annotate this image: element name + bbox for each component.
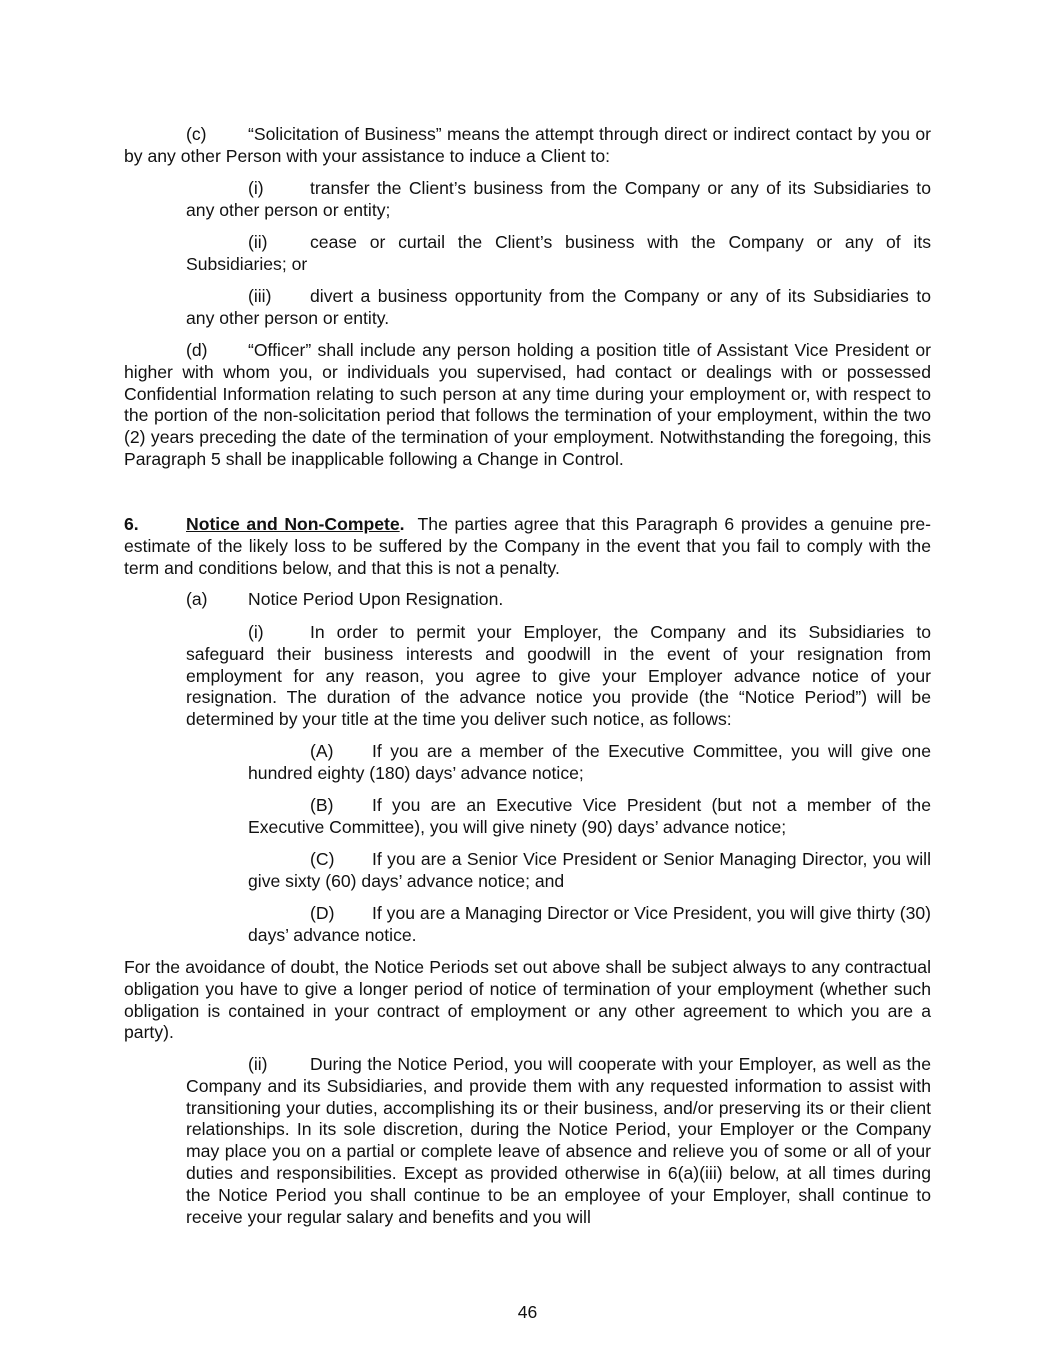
clause-text: During the Notice Period, you will cooperate with your Employer, as well as the Company and its Subsidiaries, and provide them with any requested information to assist with transitioning your duties, accomplishing its or their business, and/or preserving its or their client relationships. In its sole discretion, during the Notice Period, your Employer or the Company may place you on a partial or complete leave of absence and relieve you of some or all of your duties and responsibilities. Except as provided otherwise in 6(a)(iii) below, at all times during the Notice Period you shall continue to be an employee of your Employer, shall continue to receive your regular salary and benefits and you will: [186, 1054, 931, 1227]
paragraph-a-ii: [186, 1054, 931, 1228]
clause-label: (i): [248, 178, 264, 198]
clause-label: (d): [186, 340, 208, 360]
clause-label: (i): [248, 622, 264, 642]
clause-text: transfer the Client’s business from the Company or any of its Subsidiaries to any other person or entity;: [186, 178, 931, 220]
clause-text: If you are a Managing Director or Vice President, you will give thirty (30) days’ advance notice.: [248, 903, 932, 945]
paragraph-a: [124, 589, 931, 611]
section-number: 6.: [124, 514, 139, 534]
clause-text: If you are an Executive Vice President (but not a member of the Executive Committee), you will give ninety (90) days’ advance notice;: [248, 795, 931, 837]
paragraph-C: [248, 849, 931, 893]
clause-text: In order to permit your Employer, the Company and its Subsidiaries to safeguard their business interests and goodwill in the event of your resignation from employment for any reason, you agree to give your Employer advance notice of your resignation. The duration of the advance notice you provide (the “Notice Period”) will be determined by your title at the time you deliver such notice, as follows:: [186, 622, 931, 730]
paragraph-c-i: [186, 178, 931, 222]
clause-label: (c): [186, 124, 207, 144]
paragraph-D: [248, 903, 931, 947]
clause-label: (D): [310, 903, 335, 923]
clause-text: “Officer” shall include any person holding a position title of Assistant Vice President or higher with whom you, or individuals you supervised, had contact or dealings with or possessed Confidential Information relating to such person at any time during your employment or, with respect to the portion of the non-solicitation period that follows the termination of your employment, within the two (2) years preceding the date of the termination of your employment. Notwithstanding the foregoing, this Paragraph 5 shall be inapplicable following a Change in Control.: [124, 340, 931, 469]
paragraph-d: [124, 340, 931, 471]
paragraph-B: [248, 795, 931, 839]
clause-text: If you are a Senior Vice President or Senior Managing Director, you will give sixty (60) days’ advance notice; and: [248, 849, 931, 891]
paragraph-c-iii: [186, 286, 931, 330]
page-number: 46: [517, 1302, 538, 1322]
clause-text: divert a business opportunity from the Company or any of its Subsidiaries to any other person or entity.: [186, 286, 931, 328]
paragraph-c-ii: [186, 232, 931, 276]
clause-text: Notice Period Upon Resignation.: [248, 589, 504, 609]
paragraph-text: For the avoidance of doubt, the Notice Periods set out above shall be subject always to any contractual obligation you have to give a longer period of notice of termination of your employment (whether such obligation is contained in your contract of employment or any other agreement to which you are a party).: [124, 957, 931, 1043]
clause-label: (ii): [248, 232, 268, 252]
section-text: The parties agree that this Paragraph 6 provides a genuine pre-estimate of the likely loss to be suffered by the Company in the event that you fail to comply with the term and conditions below, and that this is not a penalty.: [124, 514, 931, 578]
paragraph-avoidance: [124, 957, 931, 1044]
clause-text: “Solicitation of Business” means the attempt through direct or indirect contact by you or by any other Person with your assistance to induce a Client to:: [124, 124, 931, 166]
section-title-punct: .: [399, 514, 405, 534]
clause-label: (iii): [248, 286, 272, 306]
clause-label: (a): [186, 589, 208, 609]
paragraph-A: [248, 741, 931, 785]
clause-text: cease or curtail the Client’s business with the Company or any of its Subsidiaries; or: [186, 232, 931, 274]
clause-label: (A): [310, 741, 334, 761]
clause-label: (ii): [248, 1054, 268, 1074]
clause-label: (B): [310, 795, 334, 815]
clause-text: If you are a member of the Executive Committee, you will give one hundred eighty (180) days’ advance notice;: [248, 741, 931, 783]
paragraph-a-i: [186, 622, 931, 731]
clause-label: (C): [310, 849, 335, 869]
section-6: [124, 514, 931, 579]
section-title: Notice and Non-Compete: [186, 514, 400, 534]
paragraph-c: [124, 124, 931, 168]
